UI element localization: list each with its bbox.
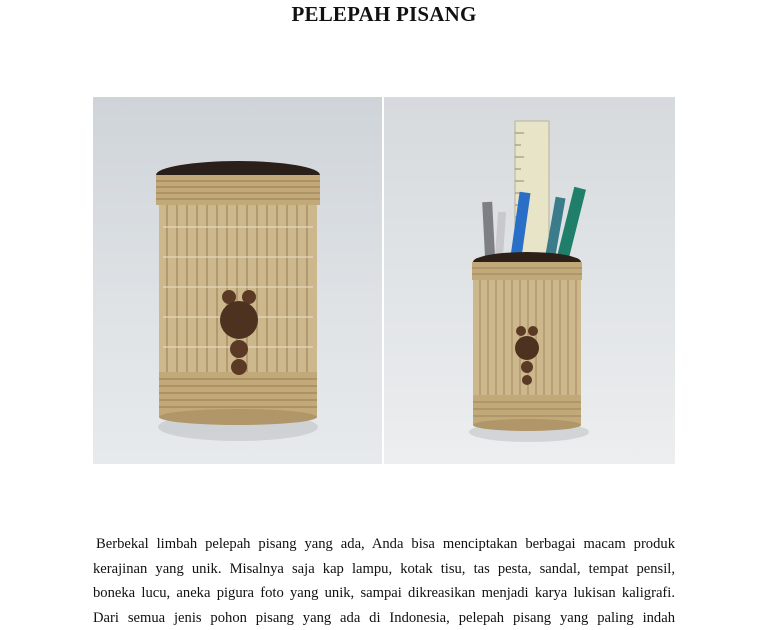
- body-line-1: Berbekal limbah pelepah pisang yang ada, Anda bisa menciptakan berbagai macam produk: [96, 536, 675, 552]
- body-line-2: kerajinan yang unik. Misalnya saja kap lampu, kotak tisu, tas pesta, sandal, tempat pensil,: [93, 560, 675, 577]
- pencil-holder-pens-illustration: [384, 97, 675, 464]
- page-title: PELEPAH PISANG: [291, 2, 477, 26]
- pencil-holder-illustration: [93, 97, 382, 464]
- photo-pencil-holder-with-pens: [384, 97, 675, 464]
- photo-pencil-holder: [93, 97, 382, 464]
- body-line-3: boneka lucu, aneka pigura foto yang unik, sampai dikreasikan menjadi karya lukisan kaligrafi.: [93, 585, 675, 601]
- body-paragraph: [93, 532, 675, 630]
- body-line-4: Dari semua jenis pohon pisang yang ada di Indonesia, pelepah pisang yang paling indah: [93, 609, 675, 626]
